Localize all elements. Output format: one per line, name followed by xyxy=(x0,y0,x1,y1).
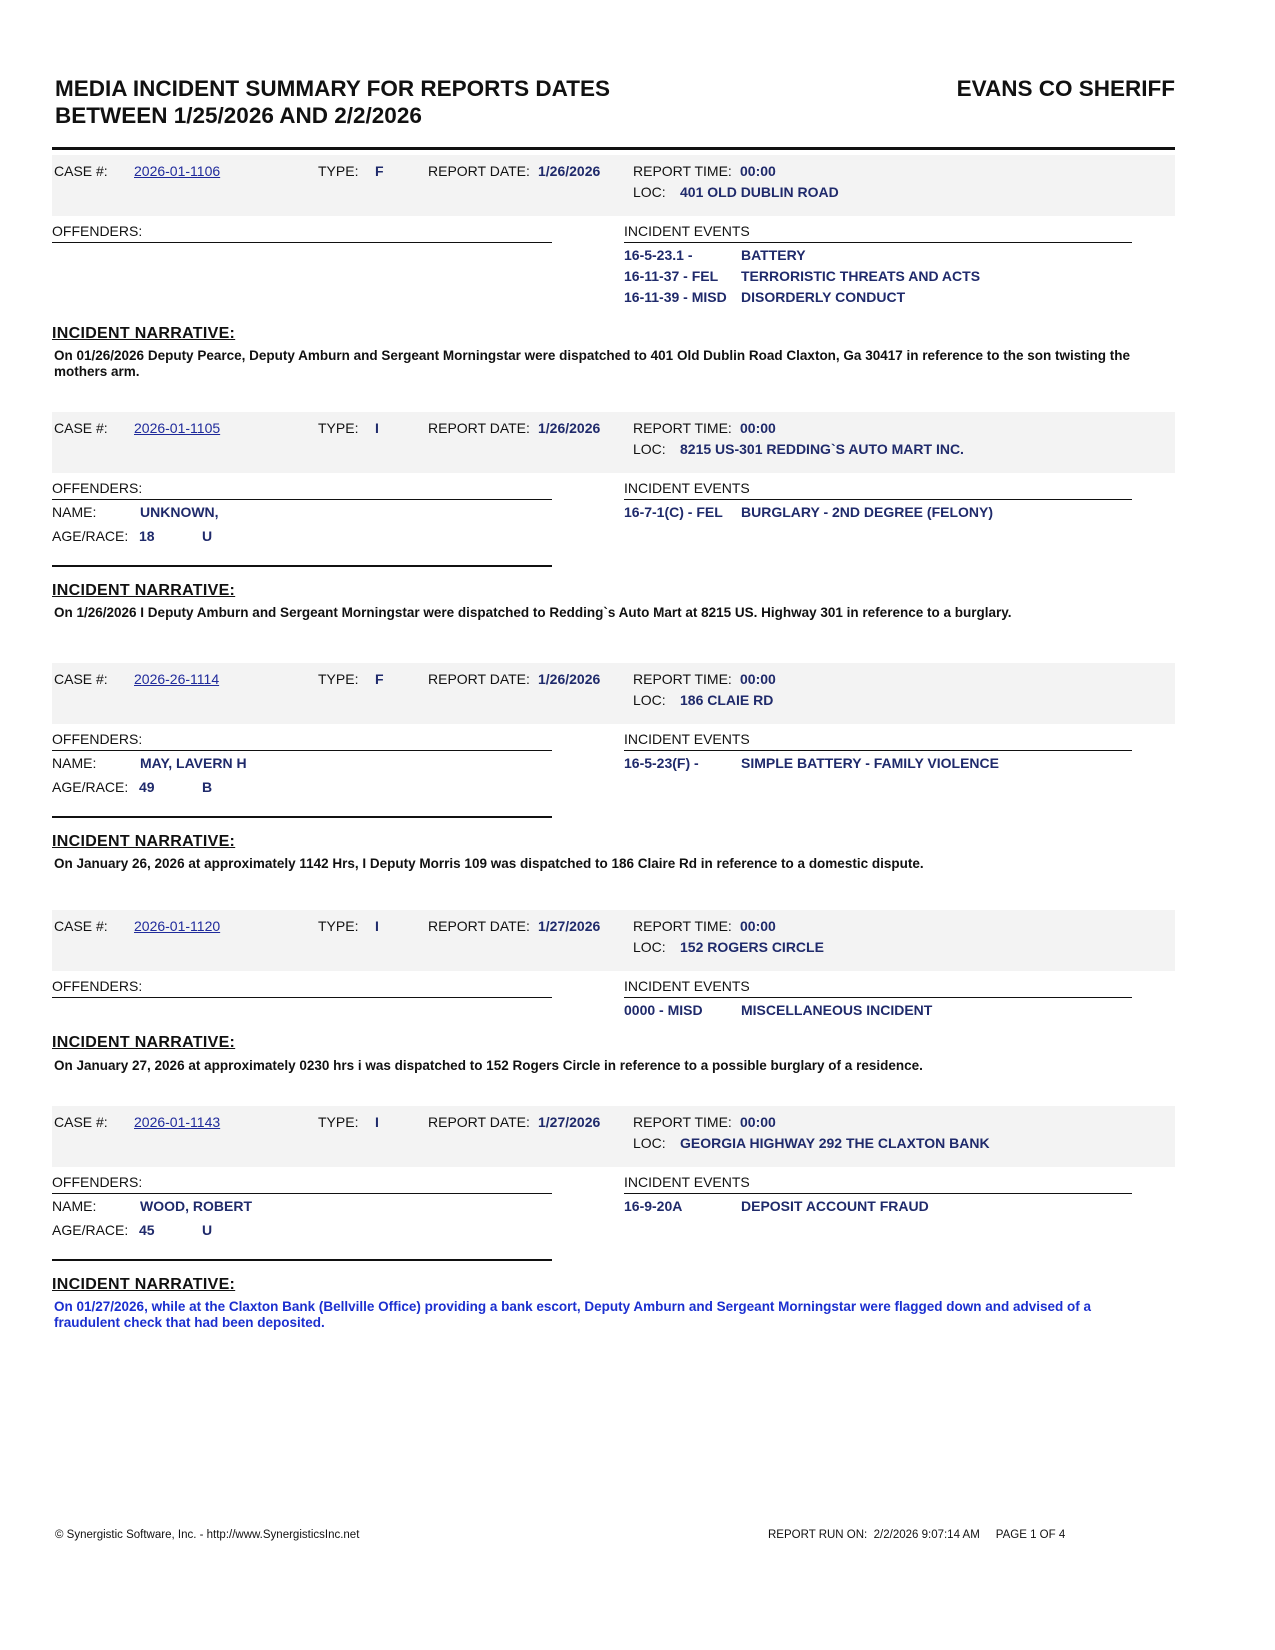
offender-name: UNKNOWN, xyxy=(140,504,219,520)
name-label: NAME: xyxy=(52,755,97,771)
case-type: I xyxy=(375,918,379,934)
agency-name: EVANS CO SHERIFF xyxy=(956,76,1175,101)
offender-age-race-row xyxy=(52,779,213,795)
event-code: 16-11-39 - MISD xyxy=(624,289,727,305)
type-label: TYPE: xyxy=(318,671,359,687)
report-time-label: REPORT TIME: xyxy=(633,420,732,436)
event-description: MISCELLANEOUS INCIDENT xyxy=(741,1002,933,1018)
offender-name-row xyxy=(52,755,247,771)
location: 152 ROGERS CIRCLE xyxy=(680,939,824,955)
case-block xyxy=(52,1106,1175,1330)
narrative-text: On January 27, 2026 at approximately 0230 hrs i was dispatched to 152 Rogers Circle in reference to a possible burglary of a residence. xyxy=(54,1058,923,1073)
case-number-link[interactable]: 2026-01-1143 xyxy=(134,1114,221,1130)
report-time: 00:00 xyxy=(740,1114,776,1130)
report-date-label: REPORT DATE: xyxy=(428,163,530,179)
narrative-text: On 01/27/2026, while at the Claxton Bank (Bellville Office) providing a bank escort, Deputy Amburn and Sergeant Morningstar were flagged down and advised of a fraudulent check that had been deposited. xyxy=(54,1299,1091,1330)
report-time: 00:00 xyxy=(740,420,776,436)
name-label: NAME: xyxy=(52,504,97,520)
report-time: 00:00 xyxy=(740,671,776,687)
case-number-link[interactable]: 2026-26-1114 xyxy=(134,671,220,687)
loc-label: LOC: xyxy=(633,692,666,708)
offender-name: MAY, LAVERN H xyxy=(140,755,247,771)
case-info-bar xyxy=(52,155,1175,216)
report-time-label: REPORT TIME: xyxy=(633,163,732,179)
header-divider xyxy=(52,147,1175,150)
offender-age: 45 xyxy=(139,1222,155,1238)
offenders-header: OFFENDERS: xyxy=(52,731,552,751)
event-description: SIMPLE BATTERY - FAMILY VIOLENCE xyxy=(741,755,999,771)
location: 401 OLD DUBLIN ROAD xyxy=(680,184,839,200)
type-label: TYPE: xyxy=(318,1114,359,1130)
location: 186 CLAIE RD xyxy=(680,692,774,708)
offender-name-row xyxy=(52,1198,252,1214)
event-code: 0000 - MISD xyxy=(624,1002,703,1018)
case-label: CASE #: xyxy=(54,420,108,436)
case-type: I xyxy=(375,420,379,436)
offenders-header: OFFENDERS: xyxy=(52,480,552,500)
type-label: TYPE: xyxy=(318,163,359,179)
case-block xyxy=(52,412,1175,620)
narrative-text: On 1/26/2026 I Deputy Amburn and Sergeant Morningstar were dispatched to Redding`s Auto Mart at 8215 US. Highway 301 in reference to a burglary. xyxy=(54,605,1012,620)
report-date: 1/26/2026 xyxy=(538,420,601,436)
report-date: 1/27/2026 xyxy=(538,918,601,934)
offenders-header: OFFENDERS: xyxy=(52,978,552,998)
report-date-label: REPORT DATE: xyxy=(428,918,530,934)
incident-events-header: INCIDENT EVENTS xyxy=(624,480,1132,500)
incident-events-header: INCIDENT EVENTS xyxy=(624,731,1132,751)
offenders-header: OFFENDERS: xyxy=(52,1174,552,1194)
footer-run-info xyxy=(768,1529,1065,1541)
report-title-line2: BETWEEN 1/25/2026 AND 2/2/2026 xyxy=(55,103,422,128)
footer-copyright: © Synergistic Software, Inc. - http://www.SynergisticsInc.net xyxy=(55,1529,360,1541)
location: 8215 US-301 REDDING`S AUTO MART INC. xyxy=(680,441,964,457)
event-description: TERRORISTIC THREATS AND ACTS xyxy=(741,268,981,284)
report-date-label: REPORT DATE: xyxy=(428,1114,530,1130)
age-race-label: AGE/RACE: xyxy=(52,1222,129,1238)
case-block xyxy=(52,663,1175,871)
incident-events-header: INCIDENT EVENTS xyxy=(624,223,1132,243)
event-code: 16-9-20A xyxy=(624,1198,683,1214)
case-number-link[interactable]: 2026-01-1120 xyxy=(134,918,221,934)
narrative-heading: INCIDENT NARRATIVE: xyxy=(52,1034,236,1051)
case-block xyxy=(52,155,1175,379)
report-time-label: REPORT TIME: xyxy=(633,918,732,934)
case-number-link[interactable]: 2026-01-1105 xyxy=(134,420,221,436)
offender-name: WOOD, ROBERT xyxy=(140,1198,252,1214)
location: GEORGIA HIGHWAY 292 THE CLAXTON BANK xyxy=(680,1135,990,1151)
offenders-divider xyxy=(52,816,552,818)
offenders-divider xyxy=(52,1259,552,1261)
incident-events-header: INCIDENT EVENTS xyxy=(624,1174,1132,1194)
loc-label: LOC: xyxy=(633,939,666,955)
event-code: 16-11-37 - FEL xyxy=(624,268,719,284)
type-label: TYPE: xyxy=(318,918,359,934)
event-code: 16-5-23.1 - xyxy=(624,247,693,263)
report-time: 00:00 xyxy=(740,918,776,934)
offender-race: U xyxy=(202,528,213,544)
loc-label: LOC: xyxy=(633,1135,666,1151)
name-label: NAME: xyxy=(52,1198,97,1214)
narrative-text: On 01/26/2026 Deputy Pearce, Deputy Amburn and Sergeant Morningstar were dispatched to 401 Old Dublin Road Claxton, Ga 30417 in reference to the son twisting the mothers arm. xyxy=(54,348,1131,379)
age-race-label: AGE/RACE: xyxy=(52,779,129,795)
offender-age-race-row xyxy=(52,528,213,544)
case-number-link[interactable]: 2026-01-1106 xyxy=(134,163,221,179)
event-code: 16-5-23(F) - xyxy=(624,755,699,771)
case-label: CASE #: xyxy=(54,671,108,687)
age-race-label: AGE/RACE: xyxy=(52,528,129,544)
offenders-header: OFFENDERS: xyxy=(52,223,552,243)
case-block xyxy=(52,910,1175,1073)
event-code: 16-7-1(C) - FEL xyxy=(624,504,723,520)
report-date: 1/27/2026 xyxy=(538,1114,601,1130)
offender-age-race-row xyxy=(52,1222,213,1238)
narrative-heading: INCIDENT NARRATIVE: xyxy=(52,833,236,850)
report-header xyxy=(55,75,1175,129)
report-date: 1/26/2026 xyxy=(538,671,601,687)
narrative-text: On January 26, 2026 at approximately 1142 Hrs, I Deputy Morris 109 was dispatched to 186 Claire Rd in reference to a domestic dispute. xyxy=(54,856,924,871)
narrative-heading: INCIDENT NARRATIVE: xyxy=(52,1276,236,1293)
offender-race: B xyxy=(202,779,213,795)
loc-label: LOC: xyxy=(633,184,666,200)
offender-race: U xyxy=(202,1222,213,1238)
case-type: F xyxy=(375,671,384,687)
event-description: DEPOSIT ACCOUNT FRAUD xyxy=(741,1198,929,1214)
offenders-divider xyxy=(52,565,552,567)
report-title-line1: MEDIA INCIDENT SUMMARY FOR REPORTS DATES xyxy=(55,76,611,101)
loc-label: LOC: xyxy=(633,441,666,457)
event-description: BURGLARY - 2ND DEGREE (FELONY) xyxy=(741,504,994,520)
incident-events-header: INCIDENT EVENTS xyxy=(624,978,1132,998)
offender-name-row xyxy=(52,504,219,520)
report-run-on: REPORT RUN ON: 2/2/2026 9:07:14 AM xyxy=(768,1529,980,1541)
event-description: BATTERY xyxy=(741,247,806,263)
case-info-bar xyxy=(52,412,1175,473)
case-label: CASE #: xyxy=(54,1114,108,1130)
case-type: F xyxy=(375,163,384,179)
offender-age: 18 xyxy=(139,528,155,544)
report-date-label: REPORT DATE: xyxy=(428,420,530,436)
narrative-heading: INCIDENT NARRATIVE: xyxy=(52,582,236,599)
type-label: TYPE: xyxy=(318,420,359,436)
report-date: 1/26/2026 xyxy=(538,163,601,179)
case-info-bar xyxy=(52,910,1175,971)
case-label: CASE #: xyxy=(54,163,108,179)
case-info-bar xyxy=(52,663,1175,724)
case-type: I xyxy=(375,1114,379,1130)
report-time: 00:00 xyxy=(740,163,776,179)
narrative-heading: INCIDENT NARRATIVE: xyxy=(52,325,236,342)
case-label: CASE #: xyxy=(54,918,108,934)
report-time-label: REPORT TIME: xyxy=(633,1114,732,1130)
offender-age: 49 xyxy=(139,779,155,795)
event-description: DISORDERLY CONDUCT xyxy=(741,289,906,305)
page-number: PAGE 1 OF 4 xyxy=(995,1529,1066,1541)
case-info-bar xyxy=(52,1106,1175,1167)
report-date-label: REPORT DATE: xyxy=(428,671,530,687)
report-time-label: REPORT TIME: xyxy=(633,671,732,687)
